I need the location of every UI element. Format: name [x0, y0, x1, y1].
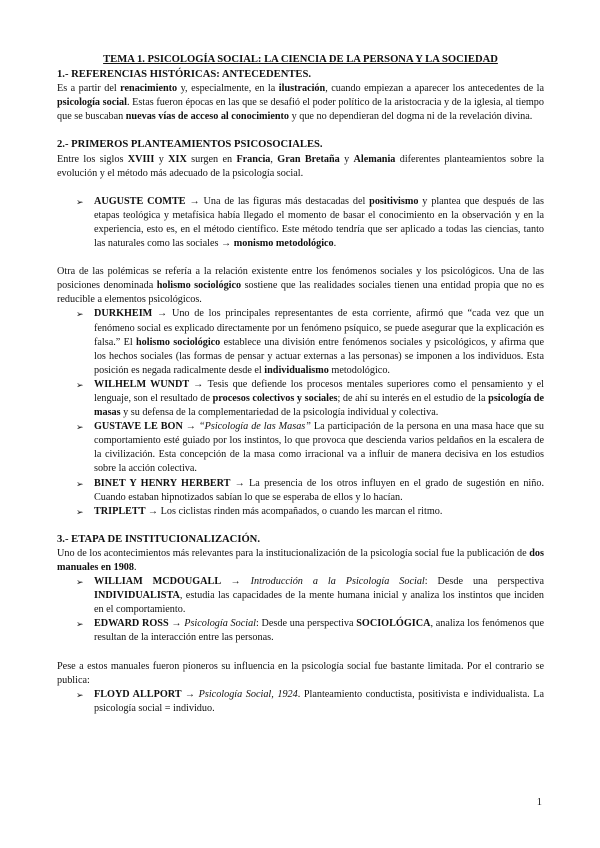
section-3-heading: 3.- ETAPA DE INSTITUCIONALIZACIÓN. [57, 533, 260, 545]
bullet-arrow-icon: ➢ [76, 619, 84, 630]
comte-list [57, 195, 544, 251]
bullet-arrow-icon: ➢ [76, 422, 84, 433]
manuals-list [57, 575, 544, 645]
bullet-arrow-icon: ➢ [76, 577, 84, 588]
bullet-arrow-icon: ➢ [76, 478, 84, 489]
list-item-mcdougall: ➢ WILLIAM MCDOUGALL → Introducción a la Psicología Social: Desde una perspectiva INDIVIDUALISTA, estudia las capacidades de la mente humana inicial y analiza los instintos que inciden en el comportamiento. [76, 576, 544, 616]
page-number: 1 [536, 797, 542, 808]
section-2-intro: Entre los siglos XVIII y XIX surgen en Francia, Gran Bretaña y Alemania diferentes planteamientos sobre la evolución y el método más adecuado de la psicología social. [57, 153, 545, 179]
list-item-triplett: ➢ TRIPLETT → Los ciclistas rinden más acompañados, o cuando les marcan el ritmo. [57, 505, 544, 519]
list-item-comte: ➢ AUGUSTE COMTE → Una de las figuras más destacadas del positivismo y plantea que después de las etapas teológica y metafísica había llegado el momento de basar el conocimiento en la observación y en la experiencia, esto es, en el método científico. Este método tendría que ser aplicado a todas las ciencias, tanto las naturales como las sociales → monismo metodológico. [76, 195, 544, 250]
bullet-arrow-icon: ➢ [76, 309, 84, 320]
section-1-heading: 1.- REFERENCIAS HISTÓRICAS: ANTECEDENTES. [57, 69, 312, 81]
authors-list [57, 307, 544, 518]
section-1-paragraph: Es a partir del renacimiento y, especialmente, en la ilustración, cuando empiezan a aparecer los antecedentes de la psicología social. Estas fueron épocas en las que se desafió el poder político de la aristocracia y de la iglesia, al tiempo que se buscaban nuevas vías de acceso al conocimiento y que no dependieran del dogma ni de la revelación divina. [57, 83, 544, 123]
list-item-allport: ➢ FLOYD ALLPORT → Psicología Social, 1924. Planteamiento conductista, positivista e individualista. La psicología social = individuo. [76, 688, 544, 714]
allport-list [57, 688, 544, 716]
document-page [57, 53, 544, 716]
pese-paragraph: Pese a estos manuales fueron pioneros su influencia en la psicología social fue bastante limitada. Por el contrario se publica: [57, 660, 544, 686]
list-item-lebon: ➢ GUSTAVE LE BON → “Psicología de las Masas” La participación de la persona en una masa hace que su comportamiento esté guiado por los instintos, lo que provoca que descienda varios peldaños en la escalera de la civilización. Esta concepción de la masa como irracional va a influir de manera decisiva en los estudios sobre la acción colectiva. [76, 421, 544, 475]
holismo-paragraph: Otra de las polémicas se refería a la relación existente entre los fenómenos sociales y los psicológicos. Una de las posiciones denominada holismo sociológico sostiene que las realidades sociales tienen una entidad propia que no es reducible a elementos psicológicos. [57, 266, 545, 306]
list-item-binet: ➢ BINET Y HENRY HERBERT → La presencia de los otros influyen en el grado de sugestión en niño. Cuando estaban hipnotizados sabían lo que se esperaba de ellos y lo hacían. [76, 477, 544, 503]
bullet-arrow-icon: ➢ [76, 196, 84, 207]
bullet-arrow-icon: ➢ [76, 379, 84, 390]
section-2-heading: 2.- PRIMEROS PLANTEAMIENTOS PSICOSOCIALES. [57, 139, 323, 151]
bullet-arrow-icon: ➢ [76, 689, 84, 700]
bullet-arrow-icon: ➢ [76, 506, 84, 517]
section-3-intro: Uno de los acontecimientos más relevantes para la institucionalización de la psicología social fue la publicación de dos manuales en 1908. [57, 547, 544, 573]
list-item-durkheim: ➢ DURKHEIM → Uno de los principales representantes de esta corriente, afirmó que “cada vez que un fenómeno social es explicado directamente por un fenómeno psíquico, se puede asegurar que la explicación es falsa.” El holismo sociológico establece una división entre fenómenos sociales y psicológicos, y afirma que los hechos sociales (las formas de pensar y actuar externas a las personas) se imponen a los individuos. Esta posición es negada radicalmente desde el individualismo metodológico. [76, 308, 545, 376]
document-title: TEMA 1. PSICOLOGÍA SOCIAL: LA CIENCIA DE LA PERSONA Y LA SOCIEDAD [103, 54, 498, 65]
list-item-wundt: ➢ WILHELM WUNDT → Tesis que defiende los procesos mentales superiores como el pensamiento y el lenguaje, son el resultado de procesos colectivos y sociales; de ahí su interés en el estudio de la psicología de masas y su defensa de la complementariedad de la psicología individual y colectiva. [76, 378, 545, 419]
list-item-ross: ➢ EDWARD ROSS → Psicología Social: Desde una perspectiva SOCIOLÓGICA, analiza los fenómenos que resultan de la interacción entre las personas. [76, 618, 544, 644]
